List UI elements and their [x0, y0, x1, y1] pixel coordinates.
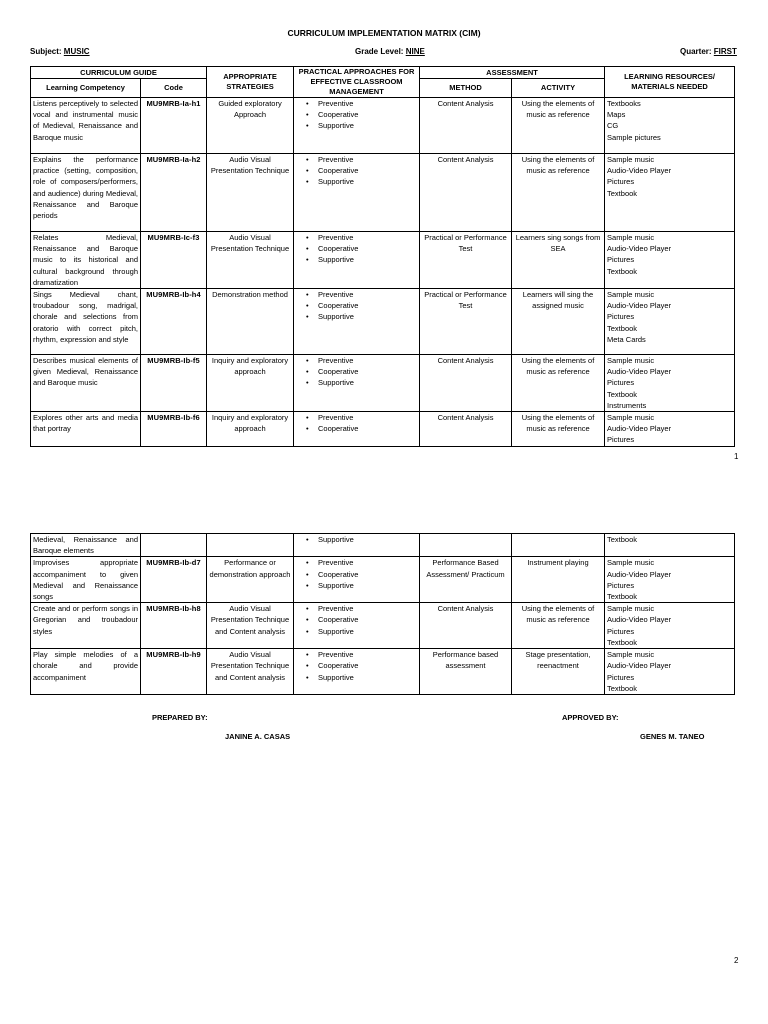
method-cell: Performance Based Assessment/ Practicum [420, 557, 512, 603]
approaches-list [296, 412, 417, 434]
approach-item: • Preventive [318, 232, 417, 243]
resource-item: Audio-Video Player [607, 569, 672, 579]
cim-table-page-1 [30, 66, 735, 447]
code-cell: MU9MRB-Ib-d7 [141, 557, 207, 603]
resource-item: Audio-Video Player [607, 367, 672, 377]
approaches-list [296, 289, 417, 323]
approaches-list [296, 154, 417, 188]
grade-field [355, 47, 425, 56]
activity-cell: Instrument playing [512, 557, 605, 603]
approaches-cell [294, 355, 420, 412]
page-number-2: 2 [734, 956, 739, 965]
resource-item: Sample music [607, 233, 655, 242]
approaches-cell [294, 412, 420, 447]
strategy-cell [207, 534, 294, 557]
header-learning-competency: Learning Competency [31, 79, 141, 98]
activity-cell: Using the elements of music as reference [512, 98, 605, 154]
strategy-cell: Inquiry and exploratory approach [207, 355, 294, 412]
page-number-1: 1 [734, 452, 739, 461]
resource-item: Pictures [607, 435, 635, 445]
strategy-cell: Audio Visual Presentation Technique [207, 154, 294, 232]
approach-item: • Preventive [318, 412, 417, 423]
resources-cell [605, 534, 735, 557]
resource-item: CG [607, 121, 619, 131]
approach-item: • Supportive [318, 580, 417, 591]
method-cell: Content Analysis [420, 603, 512, 649]
approach-item: • Supportive [318, 254, 417, 265]
resource-item: Textbook [607, 683, 638, 693]
learning-competency-cell: Medieval, Renaissance and Baroque elements [31, 534, 141, 557]
approach-item: • Cooperative [318, 300, 417, 311]
resource-item: Sample music [607, 356, 655, 366]
code-cell: MU9MRB-Ib-f5 [141, 355, 207, 412]
table-row [31, 557, 735, 603]
strategy-cell: Inquiry and exploratory approach [207, 412, 294, 447]
resources-cell [605, 289, 735, 355]
activity-cell: Using the elements of music as reference [512, 355, 605, 412]
resources-cell [605, 355, 735, 412]
approach-item: • Supportive [318, 626, 417, 637]
approach-item: • Cooperative [318, 243, 417, 254]
page-title: CURRICULUM IMPLEMENTATION MATRIX (CIM) [287, 28, 481, 38]
approach-item: • Cooperative [318, 614, 417, 625]
header-resources: LEARNING RESOURCES/ MATERIALS NEEDED [605, 67, 735, 98]
approaches-list [296, 355, 417, 389]
quarter-field [680, 47, 737, 56]
resource-item: Sample music [607, 558, 655, 568]
resource-item: Textbook [607, 323, 638, 333]
resource-item: Audio-Video Player [607, 615, 672, 625]
learning-competency-cell: Explores other arts and media that portray [31, 412, 141, 447]
resources-cell [605, 412, 735, 447]
prepared-by-label: PREPARED BY: [152, 713, 208, 722]
approaches-cell [294, 603, 420, 649]
resource-item: Sample music [607, 413, 655, 423]
method-cell [420, 534, 512, 557]
resources-cell [605, 98, 735, 154]
subject-value: MUSIC [63, 47, 90, 56]
strategy-cell: Performance or demonstration approach [207, 557, 294, 603]
table-row [31, 355, 735, 412]
method-cell: Practical or Performance Test [420, 289, 512, 355]
code-cell: MU9MRB-Ib-h8 [141, 603, 207, 649]
resource-item: Sample pictures [607, 132, 661, 142]
resource-item: Textbook [607, 389, 638, 399]
table-row [31, 154, 735, 232]
approach-item: • Cooperative [318, 569, 417, 580]
grade-label: Grade Level: [355, 47, 404, 56]
resource-item: Sample music [607, 650, 655, 660]
method-cell: Performance based assessment [420, 649, 512, 695]
learning-competency-cell: Sings Medieval chant, troubadour song, madrigal, chorale and selections from oratorio with correct pitch, rhythm, expression and style [31, 289, 141, 355]
subject-field [30, 47, 90, 56]
approaches-cell [294, 98, 420, 154]
strategy-cell: Guided exploratory Approach [207, 98, 294, 154]
header-code: Code [141, 79, 207, 98]
activity-cell: Stage presentation, reenactment [512, 649, 605, 695]
learning-competency-cell: Relates Medieval, Renaissance and Baroque music to its historical and cultural background through dramatization [31, 232, 141, 289]
approaches-list [296, 649, 417, 683]
resource-item: Pictures [607, 312, 635, 322]
approach-item: • Preventive [318, 603, 417, 614]
resources-cell [605, 232, 735, 289]
resources-cell [605, 603, 735, 649]
approach-item: • Cooperative [318, 165, 417, 176]
resource-item: Pictures [607, 177, 635, 187]
approaches-cell [294, 649, 420, 695]
activity-cell: Learners will sing the assigned music [512, 289, 605, 355]
activity-cell: Learners sing songs from SEA [512, 232, 605, 289]
approach-item: • Preventive [318, 98, 417, 109]
resource-item: Textbook [607, 592, 638, 602]
header-method: METHOD [420, 79, 512, 98]
approach-item: • Supportive [318, 672, 417, 683]
approaches-list [296, 557, 417, 591]
approach-item: • Cooperative [318, 423, 417, 434]
resource-item: Sample music [607, 155, 655, 164]
code-cell [141, 534, 207, 557]
quarter-label: Quarter: [680, 47, 712, 56]
code-cell: MU9MRB-Ib-f6 [141, 412, 207, 447]
cim-table-page-2 [30, 533, 735, 695]
resource-item: Sample music [607, 290, 655, 300]
resource-item: Textbook [607, 188, 638, 198]
table-row [31, 649, 735, 695]
approach-item: • Cooperative [318, 366, 417, 377]
learning-competency-cell: Play simple melodies of a chorale and provide accompaniment [31, 649, 141, 695]
approach-item: • Preventive [318, 355, 417, 366]
approach-item: • Cooperative [318, 660, 417, 671]
code-cell: MU9MRB-Ic-f3 [141, 232, 207, 289]
resources-cell [605, 557, 735, 603]
quarter-value: FIRST [713, 47, 737, 56]
approaches-list [296, 603, 417, 637]
approaches-cell [294, 232, 420, 289]
resource-item: Sample music [607, 604, 655, 614]
activity-cell: Using the elements of music as reference [512, 603, 605, 649]
resource-item: Audio-Video Player [607, 244, 672, 254]
approach-item: • Preventive [318, 557, 417, 568]
code-cell: MU9MRB-Ia-h2 [141, 154, 207, 232]
header-assessment: ASSESSMENT [420, 67, 605, 79]
approach-item: • Preventive [318, 154, 417, 165]
header-curriculum-guide: CURRICULUM GUIDE [31, 67, 207, 79]
activity-cell: Using the elements of music as reference [512, 412, 605, 447]
method-cell: Content Analysis [420, 412, 512, 447]
resource-item: Meta Cards [607, 334, 646, 344]
resource-item: Instruments [607, 400, 647, 410]
header-activity: ACTIVITY [512, 79, 605, 98]
approach-item: • Supportive [318, 377, 417, 388]
approaches-cell [294, 557, 420, 603]
strategy-cell: Audio Visual Presentation Technique [207, 232, 294, 289]
activity-cell [512, 534, 605, 557]
table-row [31, 98, 735, 154]
activity-cell: Using the elements of music as reference [512, 154, 605, 232]
approaches-list [296, 534, 417, 545]
approach-item: • Preventive [318, 649, 417, 660]
header-strategies: APPROPRIATE STRATEGIES [207, 67, 294, 98]
strategy-cell: Audio Visual Presentation Technique and Content analysis [207, 649, 294, 695]
approach-item: • Supportive [318, 311, 417, 322]
approved-by-label: APPROVED BY: [562, 713, 619, 722]
learning-competency-cell: Explains the performance practice (setting, composition, role of composers/performers, and audience) during Medieval, Renaissance and Baroque periods [31, 154, 141, 232]
method-cell: Content Analysis [420, 154, 512, 232]
approach-item: • Supportive [318, 176, 417, 187]
approach-item: • Preventive [318, 289, 417, 300]
learning-competency-cell: Improvises appropriate accompaniment to given Medieval and Renaissance songs [31, 557, 141, 603]
learning-competency-cell: Describes musical elements of given Medieval, Renaissance and Baroque music [31, 355, 141, 412]
approach-item: • Cooperative [318, 109, 417, 120]
learning-competency-cell: Listens perceptively to selected vocal and instrumental music of Medieval, Renaissance and Baroque music [31, 98, 141, 154]
table-row [31, 603, 735, 649]
resources-cell [605, 649, 735, 695]
approaches-list [296, 98, 417, 132]
learning-competency-cell: Create and or perform songs in Gregorian and troubadour styles [31, 603, 141, 649]
table-row [31, 534, 735, 557]
resource-item: Audio-Video Player [607, 301, 672, 311]
resource-item: Audio-Video Player [607, 424, 672, 434]
table-row [31, 232, 735, 289]
strategy-cell: Demonstration method [207, 289, 294, 355]
resources-cell [605, 154, 735, 232]
resource-item: Textbook [607, 266, 638, 276]
resource-item: Pictures [607, 255, 635, 265]
resource-item: Textbooks [607, 99, 641, 108]
strategy-cell: Audio Visual Presentation Technique and Content analysis [207, 603, 294, 649]
method-cell: Content Analysis [420, 355, 512, 412]
resource-item: Maps [607, 110, 626, 120]
resource-item: Audio-Video Player [607, 661, 672, 671]
approaches-cell [294, 534, 420, 557]
resource-item: Pictures [607, 580, 635, 590]
grade-value: NINE [405, 47, 425, 56]
resource-item: Pictures [607, 626, 635, 636]
table-row [31, 412, 735, 447]
code-cell: MU9MRB-Ia-h1 [141, 98, 207, 154]
approach-item: • Supportive [318, 534, 417, 545]
method-cell: Practical or Performance Test [420, 232, 512, 289]
approaches-cell [294, 289, 420, 355]
approaches-cell [294, 154, 420, 232]
code-cell: MU9MRB-Ib-h4 [141, 289, 207, 355]
resource-item: Pictures [607, 672, 635, 682]
method-cell: Content Analysis [420, 98, 512, 154]
resource-item: Textbook [607, 637, 638, 647]
header-approaches: PRACTICAL APPROACHES FOR EFFECTIVE CLASSROOM MANAGEMENT [294, 67, 420, 98]
approaches-list [296, 232, 417, 266]
table-row [31, 289, 735, 355]
approach-item: • Supportive [318, 120, 417, 131]
prepared-by-name: JANINE A. CASAS [225, 732, 291, 741]
approved-by-name: GENES M. TANEO [640, 732, 705, 741]
resource-item: Audio-Video Player [607, 166, 672, 176]
resource-item: Textbook [607, 535, 638, 544]
resource-item: Pictures [607, 378, 635, 388]
code-cell: MU9MRB-Ib-h9 [141, 649, 207, 695]
subject-label: Subject: [30, 47, 62, 56]
